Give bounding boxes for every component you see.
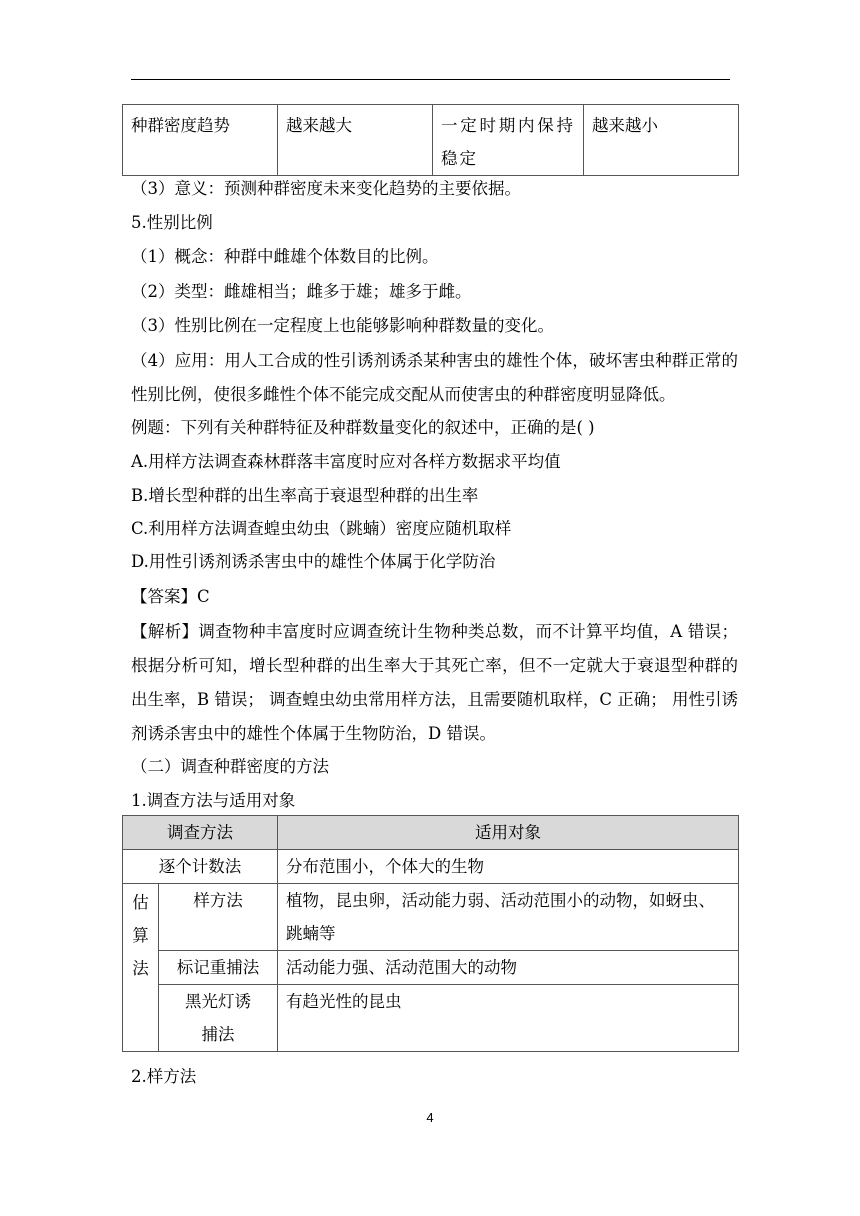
- column-header-method: 调查方法: [123, 816, 278, 850]
- table-row: [123, 850, 739, 884]
- survey-methods-table: [122, 815, 739, 1052]
- concept-line: （1）概念：种群中雌雄个体数目的比例。: [131, 247, 439, 266]
- option-d: D.用性引诱剂诱杀害虫中的雄性个体属于化学防治: [131, 552, 496, 571]
- target-cell: 分布范围小，个体大的生物: [278, 850, 739, 884]
- header-rule: [131, 79, 730, 80]
- question-stem: 例题：下列有关种群特征及种群数量变化的叙述中，正确的是( ): [131, 418, 595, 437]
- section-title: （二）调查种群密度的方法: [131, 757, 329, 776]
- option-c: C.利用样方法调查蝗虫幼虫（跳蝻）密度应随机取样: [131, 519, 512, 538]
- section-subtitle: 1.调查方法与适用对象: [131, 791, 296, 810]
- estimate-char: 算: [132, 926, 149, 945]
- table-row: [123, 951, 739, 985]
- estimate-char: 法: [132, 959, 149, 978]
- table-cell: 一定时期内保持稳定: [433, 105, 584, 176]
- method-cell: 标记重捕法: [159, 951, 278, 985]
- table-row: [123, 884, 739, 951]
- analysis-paragraph: [131, 615, 738, 751]
- target-cell: 有趋光性的昆虫: [278, 985, 739, 1052]
- answer-label: 【答案】: [131, 587, 197, 606]
- analysis-label: 【解析】: [131, 622, 199, 641]
- table-cell: 越来越大: [278, 105, 433, 176]
- analysis-text: 调查物种丰富度时应调查统计生物种类总数，而不计算平均值，A 错误；根据分析可知，增长型种群的出生率大于其死亡率，但不一定就大于衰退型种群的出生率，B 错误； 调查蝗虫幼虫常用样方法，且需要随机取样，C 正确； 用性引诱剂诱杀害虫中的雄性个体属于生物防治，D 错误。: [131, 622, 739, 743]
- column-header-target: 适用对象: [278, 816, 739, 850]
- table-header-row: [123, 816, 739, 850]
- row-header-cell: 种群密度趋势: [123, 105, 278, 176]
- age-structure-table: [122, 104, 739, 176]
- option-b: B.增长型种群的出生率高于衰退型种群的出生率: [131, 486, 479, 505]
- table-row: [123, 105, 739, 176]
- type-line: （2）类型：雌雄相当；雌多于雄；雄多于雌。: [131, 282, 472, 301]
- significance-line: （3）意义：预测种群密度未来变化趋势的主要依据。: [131, 179, 521, 198]
- method-cell: 黑光灯诱捕法: [159, 985, 278, 1052]
- method-cell: 样方法: [159, 884, 278, 951]
- target-cell: 活动能力强、活动范围大的动物: [278, 951, 739, 985]
- table-cell: 越来越小: [584, 105, 739, 176]
- estimate-char: 估: [132, 893, 149, 912]
- answer-value: C: [197, 587, 210, 606]
- influence-line: （3）性别比例在一定程度上也能够影响种群数量的变化。: [131, 316, 554, 335]
- answer-line: [131, 584, 210, 610]
- application-paragraph: （4）应用：用人工合成的性引诱剂诱杀某种害虫的雄性个体，破坏害虫种群正常的性别比例，使很多雌性个体不能完成交配从而使害虫的种群密度明显降低。: [131, 351, 738, 404]
- page-number: 4: [426, 1110, 434, 1125]
- section-heading-sex-ratio: 5.性别比例: [131, 213, 213, 232]
- method-cell: 逐个计数法: [123, 850, 278, 884]
- table-row: [123, 985, 739, 1052]
- option-a: A.用样方法调查森林群落丰富度时应对各样方数据求平均值: [131, 452, 561, 471]
- estimate-method-cell: [123, 884, 159, 1052]
- next-section-heading: 2.样方法: [131, 1067, 197, 1086]
- target-cell: 植物，昆虫卵，活动能力弱、活动范围小的动物，如蚜虫、跳蝻等: [278, 884, 739, 951]
